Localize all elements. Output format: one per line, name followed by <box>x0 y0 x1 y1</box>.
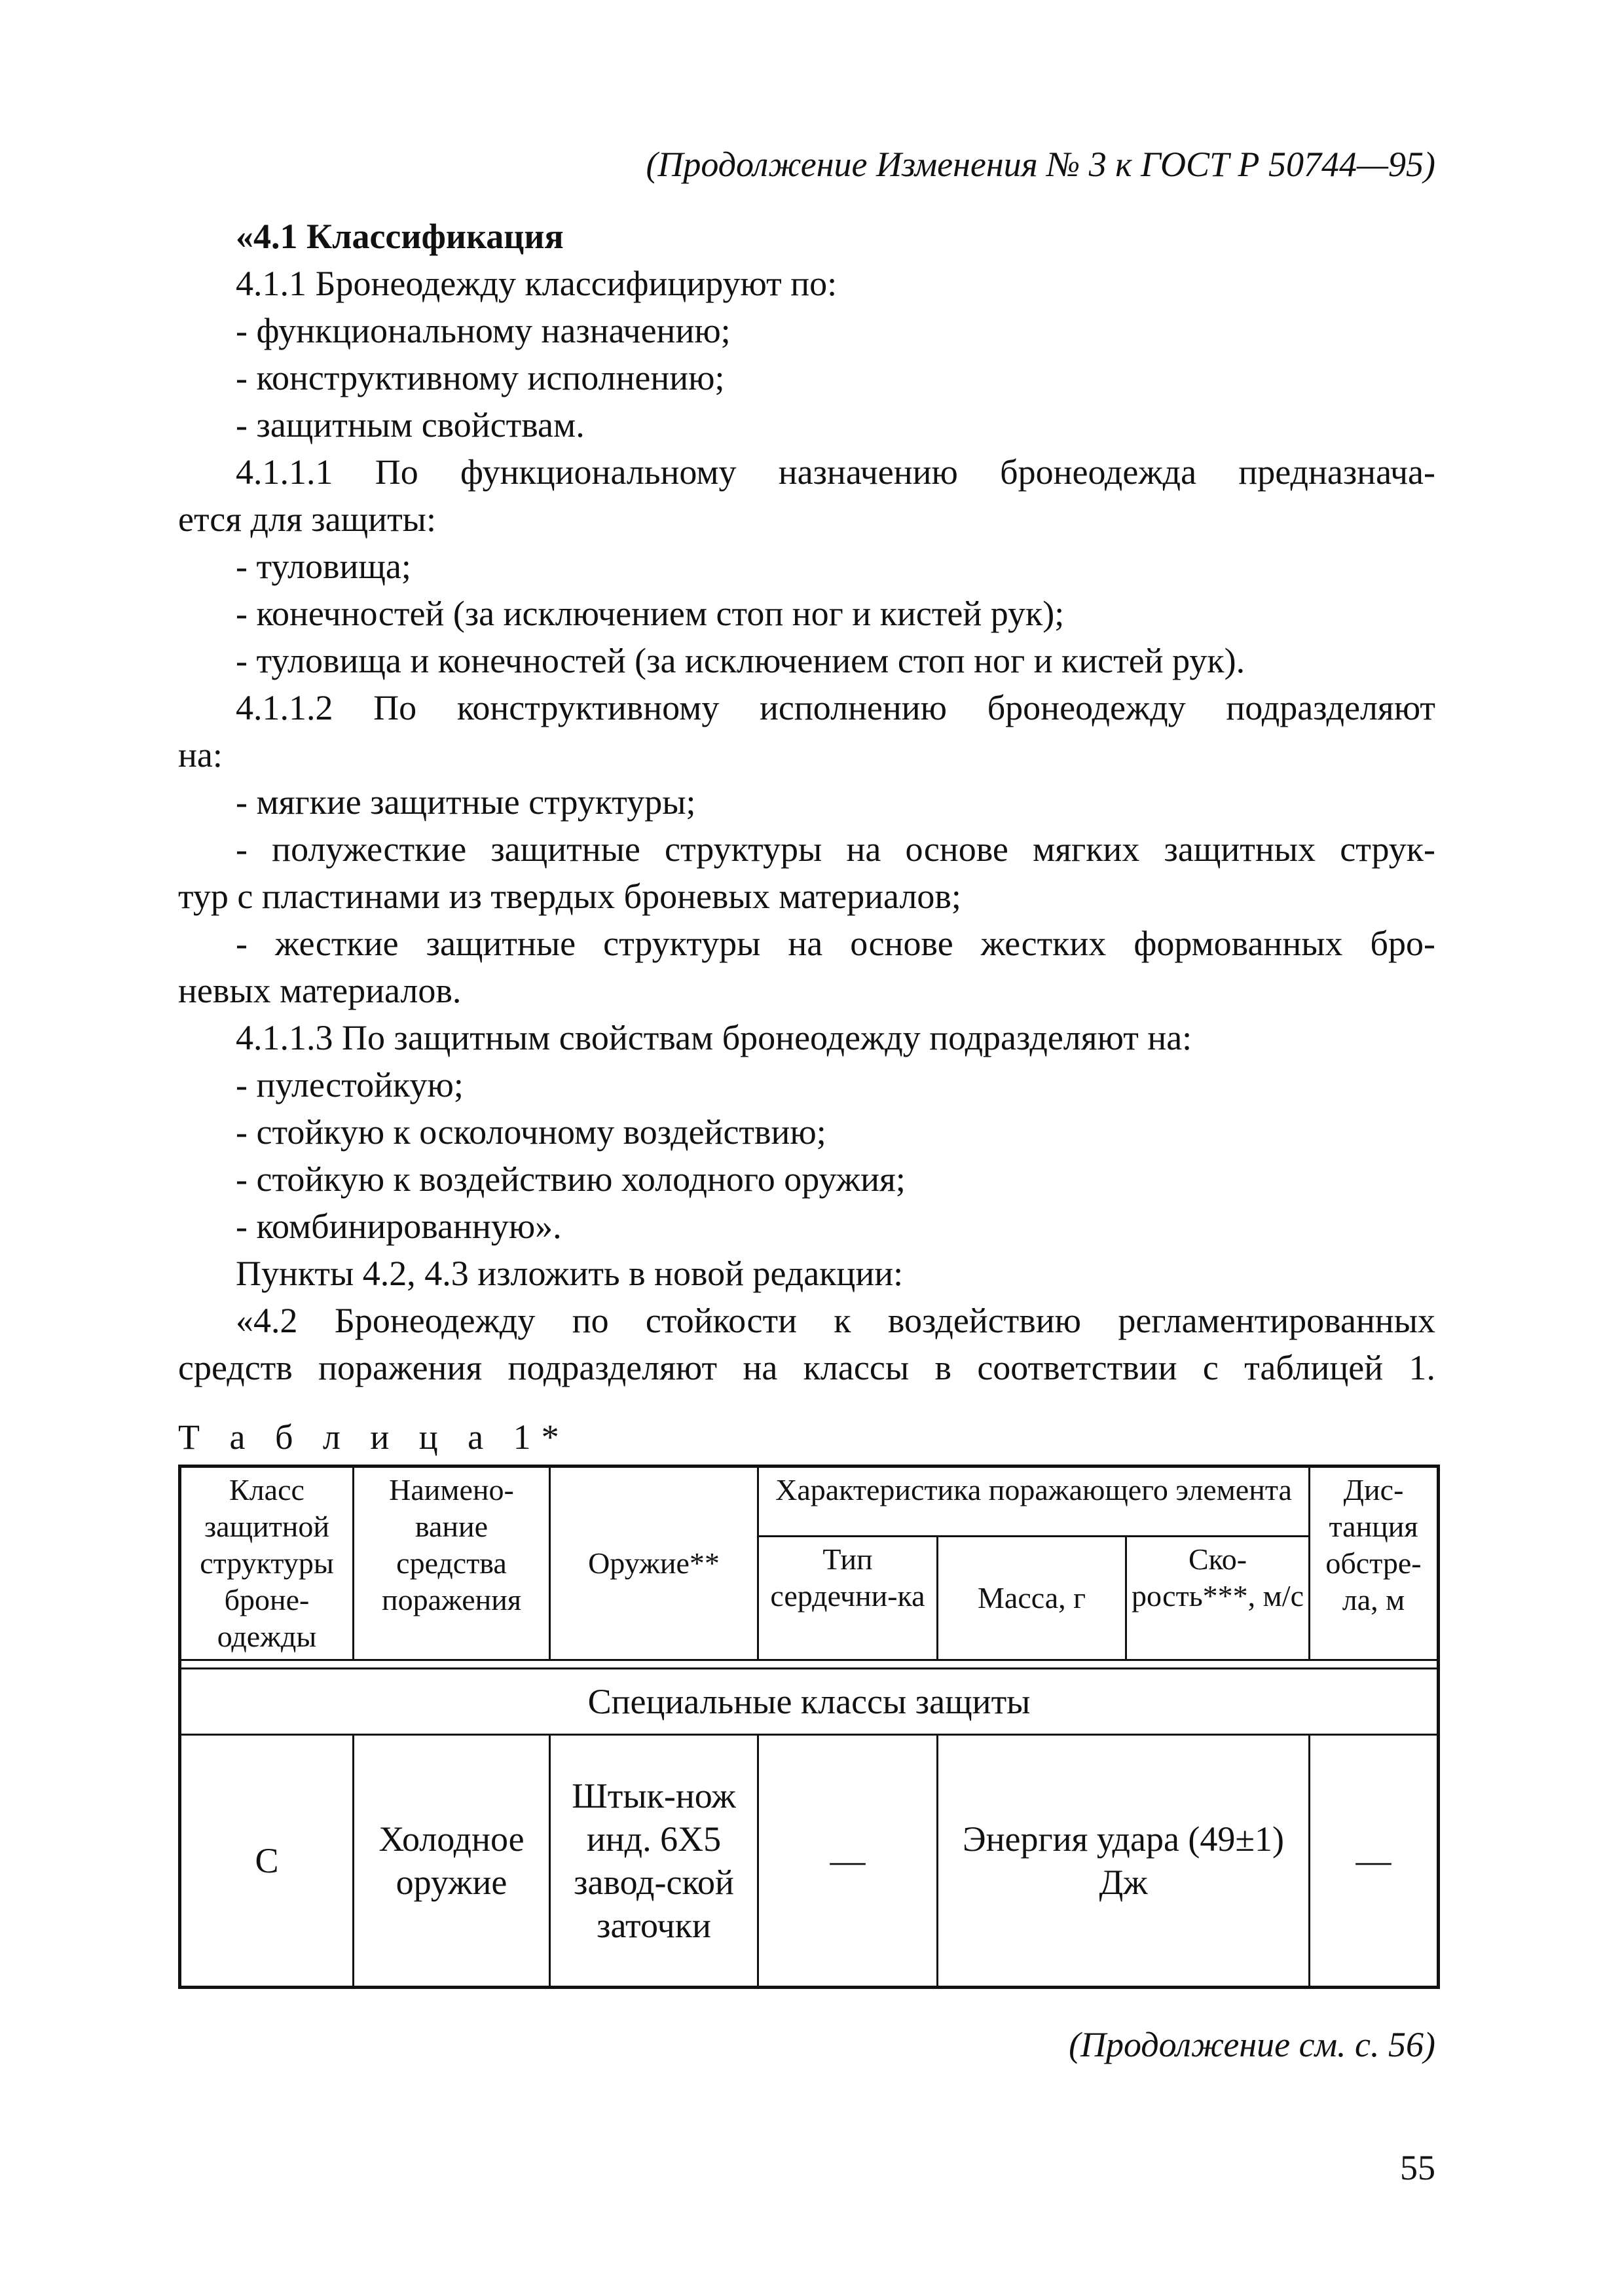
header-weapon: Оружие** <box>550 1467 758 1660</box>
cell-name: Холодное оружие <box>354 1735 550 1988</box>
text-line: невых материалов. <box>178 971 462 1010</box>
header-characteristic: Характеристика поражающего элемента <box>758 1467 1310 1537</box>
table-header-row <box>180 1467 1439 1537</box>
text-line: Пункты 4.2, 4.3 изложить в новой редакции: <box>236 1254 904 1293</box>
cell-core: — <box>758 1735 938 1988</box>
page-content <box>178 141 1435 1989</box>
text-line: ется для защиты: <box>178 500 436 539</box>
list-item: - мягкие защитные структуры; <box>236 782 696 822</box>
table-separator <box>180 1660 1439 1669</box>
list-item: - полужесткие защитные структуры на основе мягких защитных струк- <box>236 829 1435 869</box>
header-name: Наимено-вание средства поражения <box>354 1467 550 1660</box>
text-line: «4.2 Бронеодежду по стойкости к воздействию регламентированных <box>236 1301 1435 1340</box>
header-speed: Ско-рость***, м/с <box>1126 1537 1310 1660</box>
text-line: средств поражения подразделяют на классы в соответствии с таблицей 1. <box>178 1348 1435 1387</box>
text-line: 4.1.1 Бронеодежду классифицируют по: <box>236 264 838 303</box>
list-item: - конечностей (за исключением стоп ног и кистей рук); <box>236 594 1065 633</box>
running-header: (Продолжение Изменения № 3 к ГОСТ Р 50744—95) <box>646 145 1435 184</box>
list-item: - жесткие защитные структуры на основе жестких формованных бро- <box>236 924 1435 963</box>
cell-weapon: Штык-нож инд. 6Х5 завод-ской заточки <box>550 1735 758 1988</box>
table-row <box>180 1735 1439 1988</box>
list-item: - конструктивному исполнению; <box>236 358 725 397</box>
list-item: - туловища; <box>236 547 411 586</box>
section-heading: «4.1 Классификация <box>236 217 564 256</box>
header-distance: Дис-танция обстре-ла, м <box>1310 1467 1439 1660</box>
list-item: - стойкую к осколочному воздействию; <box>236 1112 826 1152</box>
cell-distance: — <box>1310 1735 1439 1988</box>
page-number: 55 <box>1400 2148 1435 2187</box>
cell-class: С <box>180 1735 354 1988</box>
text-line: 4.1.1.3 По защитным свойствам бронеодежду подразделяют на: <box>236 1018 1192 1057</box>
text-line: 4.1.1.1 По функциональному назначению бронеодежда предназнача- <box>236 452 1435 492</box>
header-mass: Масса, г <box>938 1537 1126 1660</box>
table-section-row <box>180 1669 1439 1735</box>
list-item: - стойкую к воздействию холодного оружия; <box>236 1159 906 1199</box>
continuation-note: (Продолжение см. с. 56) <box>1069 2025 1435 2064</box>
text-line: тур с пластинами из твердых броневых материалов; <box>178 877 961 916</box>
text-line: 4.1.1.2 По конструктивному исполнению бронеодежду подразделяют <box>236 688 1435 727</box>
header-core: Тип сердечни-ка <box>758 1537 938 1660</box>
list-item: - пулестойкую; <box>236 1065 464 1104</box>
cell-energy: Энергия удара (49±1) Дж <box>938 1735 1310 1988</box>
classification-table <box>178 1465 1440 1989</box>
list-item: - туловища и конечностей (за исключением стоп ног и кистей рук). <box>236 641 1245 680</box>
table-caption: Т а б л и ц а 1* <box>178 1417 570 1457</box>
section-label: Специальные классы защиты <box>180 1669 1439 1735</box>
list-item: - комбинированную». <box>236 1207 562 1246</box>
list-item: - защитным свойствам. <box>236 405 585 445</box>
text-line: на: <box>178 735 223 774</box>
header-class: Класс защитной структуры броне-одежды <box>180 1467 354 1660</box>
list-item: - функциональному назначению; <box>236 311 731 350</box>
